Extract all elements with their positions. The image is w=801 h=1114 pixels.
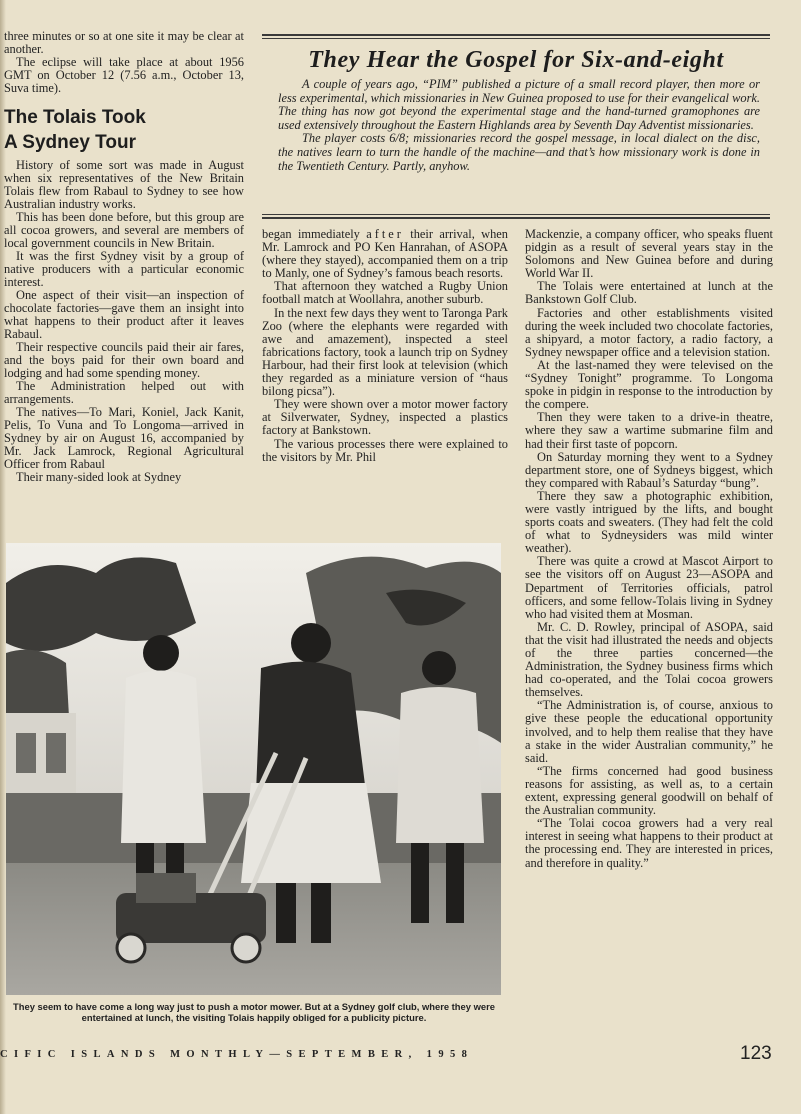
sydney-paragraph-continued	[262, 228, 508, 280]
text-run: began immediately	[262, 227, 360, 241]
sydney-paragraph: The various processes there were explained to the visitors by Mr. Phil	[262, 436, 508, 464]
gospel-paragraph: A couple of years ago, “PIM” published a picture of a small record player, then more or less experimental, which missionaries in New Guinea proposed to use for their evangelical work. The thing has now got beyond the experimental stage and the hand-turned gramophones are used extensively throughout the Eastern Highlands area by Seventh Day Adventist missionaries.	[278, 77, 760, 132]
sydney-paragraph: The Tolais were entertained at lunch at the Bankstown Golf Club.	[525, 279, 773, 307]
page-number: 123	[740, 1043, 772, 1064]
tolais-paragraph: Their respective councils paid their air fares, and the boys paid for their own board and lodging and had some spending money.	[4, 340, 244, 380]
tolais-paragraph: It was the first Sydney visit by a group of native producers with a particular economic interest.	[4, 249, 244, 289]
motor-mower-photo	[6, 543, 501, 995]
sydney-paragraph: At the last-named they were televised on the “Sydney Tonight” programme. To Longoma spoke in pidgin in response to the introduction by the compere.	[525, 357, 773, 412]
box-bottom-rule	[262, 217, 770, 219]
tolais-headline-line-2: A Sydney Tour	[4, 132, 136, 153]
sydney-paragraph: Mr. C. D. Rowley, principal of ASOPA, said that the visit had illustrated the needs and objects of the three parties concerned—the Administration, the Sydney business firms which had co-operated, and the Tolai cocoa growers themselves.	[525, 619, 773, 700]
gospel-paragraph: The player costs 6/8; missionaries record the gospel message, in local dialect on the disc, the natives learn to turn the handle of the machine—and that’s how missionary work is done in the Twentieth Century. Partly, anyhow.	[278, 131, 760, 173]
sydney-paragraph: There they saw a photographic exhibition, were vastly intrigued by the lifts, and bought sports coats and sweaters. (They had felt the cold of what to Sydneysiders was mild winter weather).	[525, 488, 773, 556]
spaced-word: after	[366, 227, 404, 241]
tolais-paragraph: Their many-sided look at Sydney	[16, 470, 182, 484]
sydney-paragraph: Factories and other establishments visited during the week included two chocolate factories, a shipyard, a motor factory, a radio factory, a Sydney newspaper office and a television station.	[525, 305, 773, 359]
sydney-paragraph: There was quite a crowd at Mascot Airport to see the visitors off on August 23—ASOPA and Department of Territories officials, patrol officers, and some fellow-Tolais living in Sydney who had visited them at Mosman.	[525, 554, 773, 621]
tolais-paragraph: This has been done before, but this group are all cocoa growers, and several are members of local government councils in New Britain.	[4, 210, 244, 250]
gospel-text	[262, 78, 770, 173]
box-bottom-rule-thin	[262, 214, 770, 215]
tolais-paragraph: One aspect of their visit—an inspection of chocolate factories—gave them an insight into what happens to their product after it leaves Rabaul.	[4, 288, 244, 341]
photo-illustration	[6, 543, 501, 995]
tolais-headline-line-1: The Tolais Took	[4, 107, 146, 128]
sydney-paragraph: That afternoon they watched a Rugby Union football match at Woollahra, another suburb.	[262, 279, 508, 307]
box-top-rule	[262, 34, 770, 36]
eclipse-paragraph-2: The eclipse will take place at about 1956 GMT on October 12 (7.56 a.m., October 13, Suva time).	[4, 55, 244, 95]
sydney-paragraph: “The Administration is, of course, anxious to give these people the educational opportunity involved, and to help them realise that they have a stake in the wider Australian community,” he said.	[525, 698, 773, 765]
sydney-paragraph-continued: Mackenzie, a company officer, who speaks fluent pidgin as a result of several years stay in the Solomons and New Guinea before and during World War II.	[525, 227, 773, 281]
right-column	[525, 228, 773, 870]
text-run: their arrival, when Mr. Lamrock and PO Ken Hanrahan, of ASOPA (where they stayed), accompanied them on a trip to Manly, one of Sydney’s famous beach resorts.	[262, 227, 508, 281]
sydney-paragraph: “The Tolai cocoa growers had a very real interest in seeing what happens to their product at the processing end. They are interested in prices, and therefore in quality.”	[525, 816, 773, 870]
sydney-paragraph: In the next few days they went to Taronga Park Zoo (where the elephants were regarded with awe and amazement), inspected a steel fabrications factory, took a launch trip on Sydney Harbour, had their first look at television (which they regarded as a miniature version of “haus bilong picsa”).	[262, 305, 508, 399]
sydney-paragraph: “The firms concerned had good business reasons for assisting, as well as, to a certain extent, expressing general goodwill on behalf of the Australian community.	[525, 763, 773, 818]
running-footer: CIFIC ISLANDS MONTHLY—SEPTEMBER, 1958	[0, 1049, 474, 1060]
tolais-paragraph: History of some sort was made in August when six representatives of the New Britain Tolais flew from Rabaul to Sydney to see how Australian industry works.	[4, 158, 244, 211]
sydney-paragraph: They were shown over a motor mower factory at Silverwater, Sydney, inspected a plastics factory at Bankstown.	[262, 397, 508, 438]
gospel-headline: They Hear the Gospel for Six-and-eight	[308, 47, 724, 73]
tolais-paragraph: The Administration helped out with arrangements.	[4, 379, 244, 406]
tolais-paragraph: The natives—To Mari, Koniel, Jack Kanit, Pelis, To Vuna and To Longoma—arrived in Sydney by air on August 16, accompanied by Mr. Jack Lamrock, Regional Agricultural Officer from Rabaul	[4, 405, 244, 471]
sydney-paragraph: Then they were taken to a drive-in theatre, where they saw a wartime submarine film and had their first taste of popcorn.	[525, 410, 773, 451]
photo-caption: They seem to have come a long way just to push a motor mower. But at a Sydney golf club, where they were entertained at lunch, the visiting Tolais happily obliged for a publicity picture.	[13, 1001, 495, 1023]
left-column	[4, 30, 244, 484]
sydney-paragraph: On Saturday morning they went to a Sydney department store, one of Sydneys biggest, which they compared with Rabaul’s Saturday “bung”.	[525, 449, 773, 490]
middle-column	[262, 228, 508, 464]
tolais-headline	[4, 105, 244, 155]
eclipse-paragraph-1: three minutes or so at one site it may be clear at another.	[4, 29, 244, 56]
gospel-box	[262, 34, 770, 173]
gospel-box-bottom	[262, 212, 770, 219]
box-top-rule-thin	[262, 38, 770, 39]
